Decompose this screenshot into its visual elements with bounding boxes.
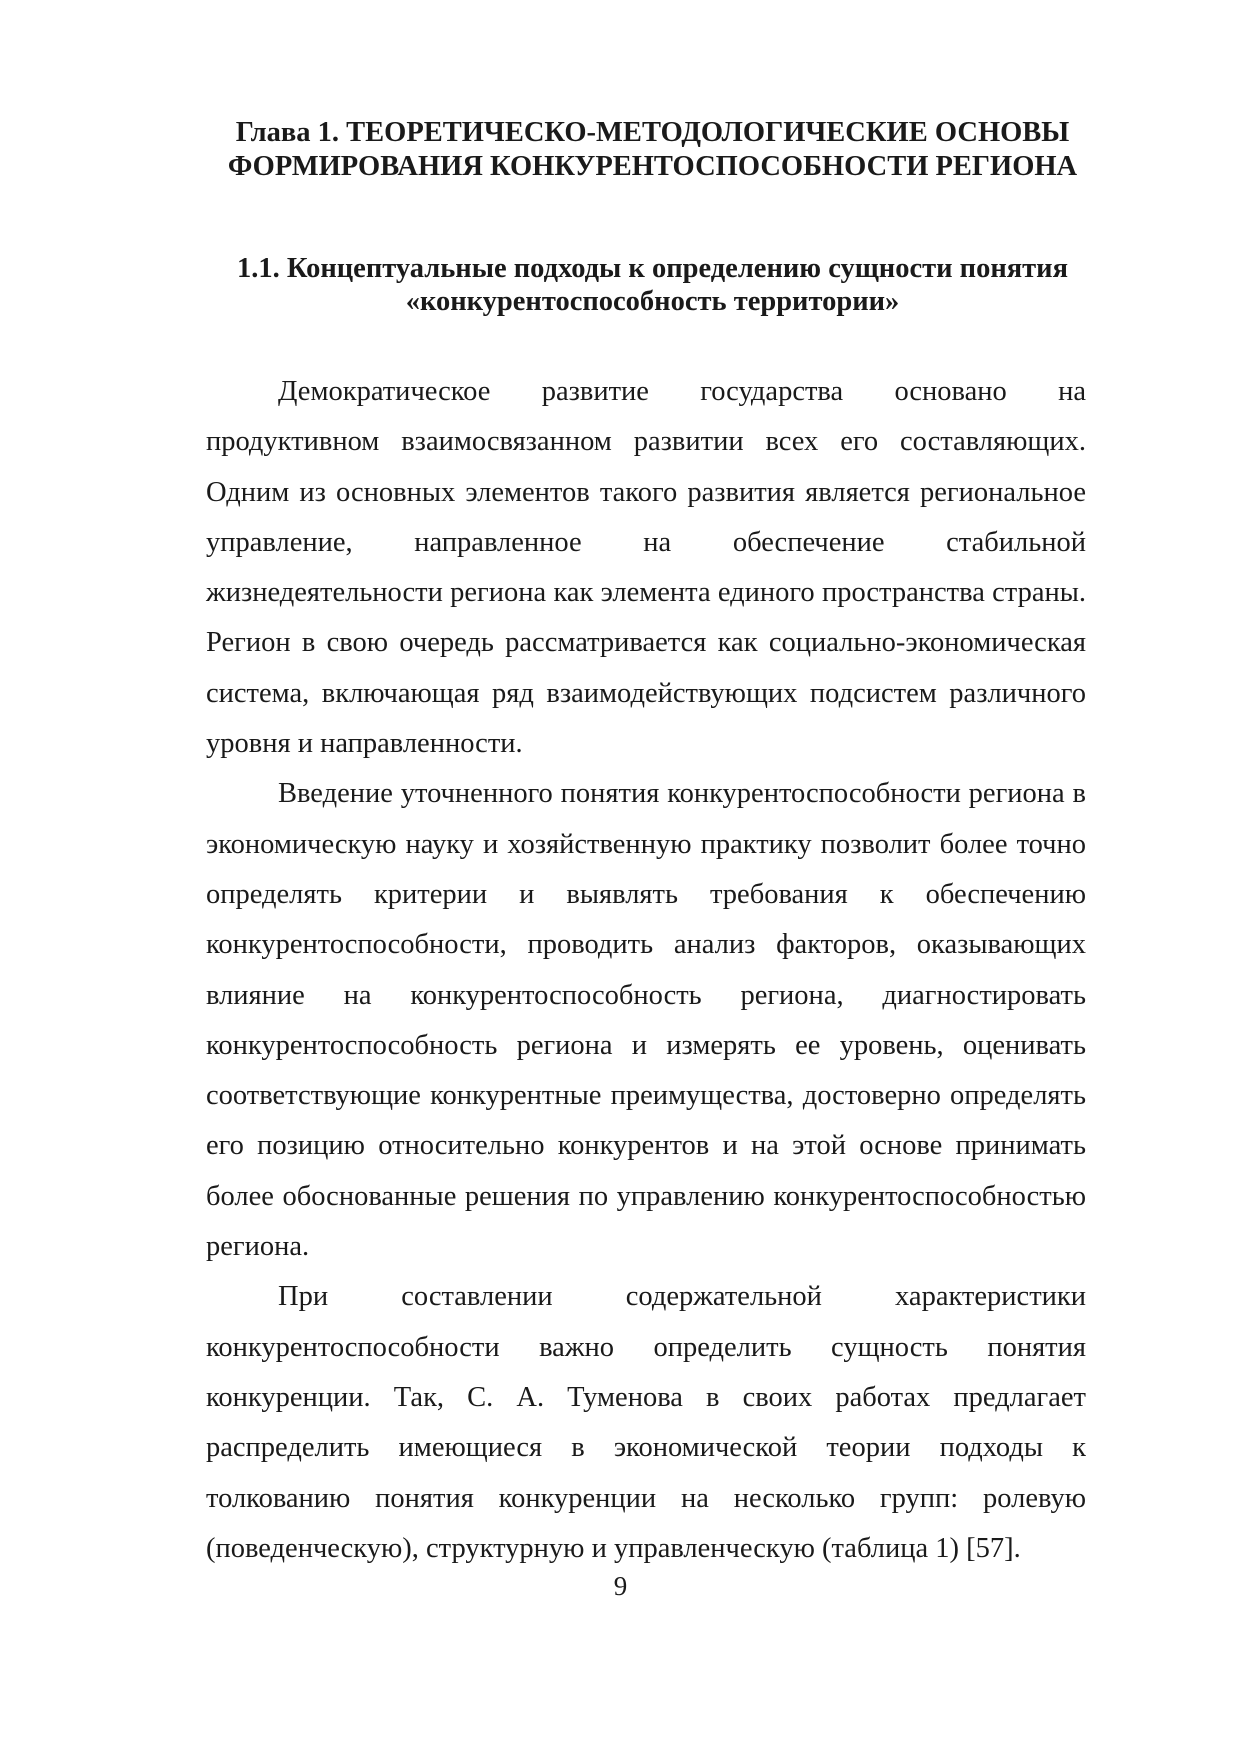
paragraph-1: Демократическое развитие государства основано на продуктивном взаимосвязанном развитии всех его составляющих. Одним из основных элементов такого развития является региональное управление, направленное на обеспечение стабильной жизнедеятельности региона как элемента единого пространства страны. Регион в свою очередь рассматривается как социально-экономическая система, включающая ряд взаимодействующих подсистем различного уровня и направленности. [206,376,1086,760]
chapter-title-line-1: Глава 1. ТЕОРЕТИЧЕСКО-МЕТОДОЛОГИЧЕСКИЕ ОСНОВЫ [235,117,1070,148]
paragraph-3: При составлении содержательной характеристики конкурентоспособности важно определить сущность понятия конкуренции. Так, С. А. Туменова в своих работах предлагает распределить имеющиеся в экономической теории подходы к толкованию понятия конкуренции на несколько групп: ролевую (поведенческую), структурную и управленческую (таблица 1) [57]. [206,1281,1086,1564]
section-title [180,252,1125,318]
body-text [206,367,1086,1574]
section-title-line-2: «конкурентоспособность территории» [405,286,900,317]
section-title-line-1: 1.1. Концептуальные подходы к определению сущности понятия [236,253,1069,284]
paragraph-2: Введение уточненного понятия конкурентоспособности региона в экономическую науку и хозяйственную практику позволит более точно определять критерии и выявлять требования к обеспечению конкурентоспособности, проводить анализ факторов, оказывающих влияние на конкурентоспособность региона, диагностировать конкурентоспособность региона и измерять ее уровень, оценивать соответствующие конкурентные преимущества, достоверно определять его позицию относительно конкурентов и на этой основе принимать более обоснованные решения по управлению конкурентоспособностью региона. [206,778,1086,1263]
page-number: 9 [613,1571,628,1601]
chapter-title-line-2: ФОРМИРОВАНИЯ КОНКУРЕНТОСПОСОБНОСТИ РЕГИОНА [227,151,1078,182]
chapter-title [180,116,1125,184]
